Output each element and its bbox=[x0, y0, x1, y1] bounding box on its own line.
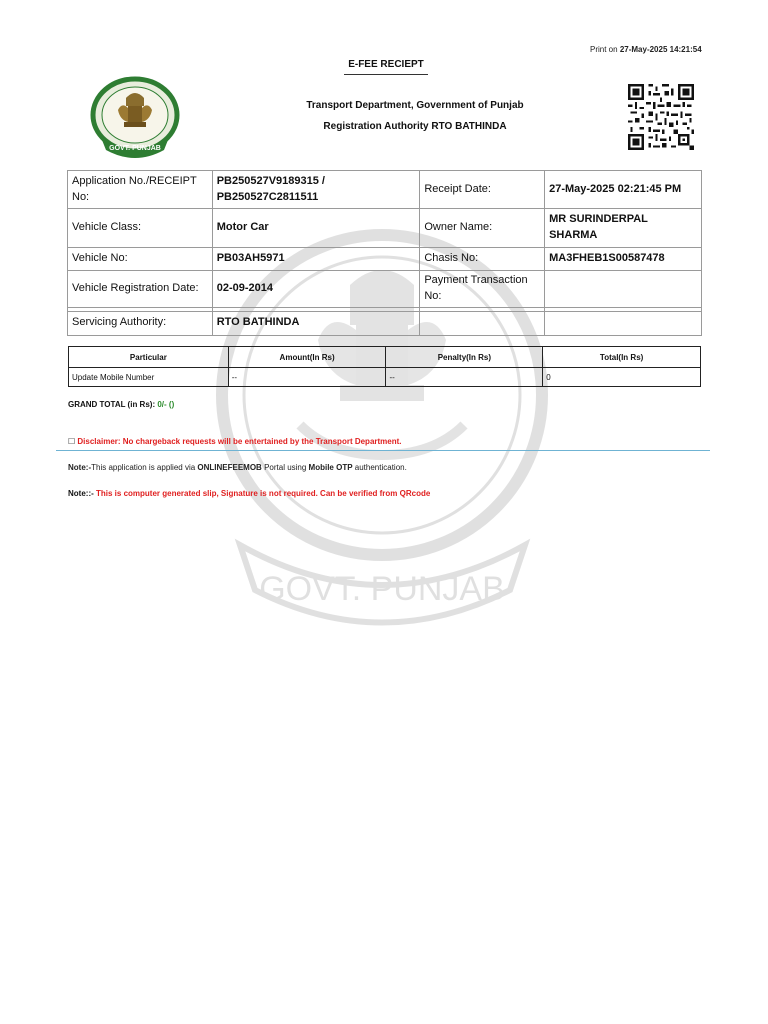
vehicle-no-value: PB03AH5971 bbox=[212, 248, 420, 271]
vehicle-class-value: Motor Car bbox=[212, 209, 420, 248]
info-row-servicing-authority bbox=[68, 311, 702, 335]
note1-pre: This application is applied via bbox=[91, 463, 198, 472]
punjab-emblem-logo bbox=[88, 76, 182, 158]
verification-qr-code[interactable] bbox=[627, 84, 695, 150]
fee-header-total: Total(In Rs) bbox=[543, 347, 701, 368]
fee-header-amount: Amount(In Rs) bbox=[228, 347, 386, 368]
note1-label: Note:- bbox=[68, 463, 92, 472]
note1-auth: Mobile OTP bbox=[308, 463, 353, 472]
info-row-application bbox=[68, 171, 702, 209]
payment-transaction-label: Payment Transaction No: bbox=[420, 271, 545, 308]
fee-row bbox=[69, 368, 701, 387]
vehicle-no-label: Vehicle No: bbox=[68, 248, 213, 271]
application-no-value bbox=[212, 171, 420, 209]
application-no-value-line2: PB250527C2811511 bbox=[216, 190, 319, 203]
note1-mid: Portal using bbox=[261, 463, 309, 472]
disclaimer-text: Disclaimer: No chargeback requests will be entertained by the Transport Department. bbox=[77, 437, 402, 446]
fee-particular: Update Mobile Number bbox=[69, 368, 229, 387]
disclaimer bbox=[68, 437, 402, 446]
payment-transaction-value bbox=[545, 271, 702, 308]
fee-amount: -- bbox=[228, 368, 386, 387]
servicing-empty-cell bbox=[420, 311, 545, 335]
print-timestamp-value: 27-May-2025 14:21:54 bbox=[619, 45, 702, 54]
emblem-ring-text: GOVT. PUNJAB bbox=[109, 145, 161, 152]
note2-text: This is computer generated slip, Signature is not required. Can be verified from QRcode bbox=[93, 489, 431, 498]
grand-total-value: 0/- () bbox=[157, 400, 175, 409]
registration-authority: Registration Authority RTO BATHINDA bbox=[323, 121, 507, 132]
checkbox-icon: ☐ bbox=[68, 437, 76, 446]
vehicle-class-label: Vehicle Class: bbox=[68, 209, 213, 248]
servicing-empty-cell bbox=[545, 311, 702, 335]
note1-post: authentication. bbox=[352, 463, 407, 472]
fee-header-particular: Particular bbox=[69, 347, 229, 368]
owner-name-label: Owner Name: bbox=[420, 209, 545, 248]
application-no-label: Application No./RECEIPT No: bbox=[68, 171, 213, 209]
chasis-no-label: Chasis No: bbox=[420, 248, 545, 271]
fee-header-row bbox=[69, 347, 701, 368]
fee-penalty: -- bbox=[386, 368, 543, 387]
servicing-authority-value: RTO BATHINDA bbox=[212, 311, 420, 335]
receipt-date-value: 27-May-2025 02:21:45 PM bbox=[545, 171, 702, 209]
registration-date-label: Vehicle Registration Date: bbox=[68, 271, 213, 308]
registration-date-value: 02-09-2014 bbox=[212, 271, 420, 308]
grand-total-label: GRAND TOTAL (in Rs): bbox=[68, 400, 156, 409]
fee-details-table bbox=[68, 346, 701, 387]
owner-name-value: MR SURINDERPAL SHARMA bbox=[545, 209, 702, 248]
fee-header-penalty: Penalty(In Rs) bbox=[386, 347, 543, 368]
document-title: E-FEE RECIEPT bbox=[344, 59, 428, 75]
fee-total: 0 bbox=[543, 368, 701, 387]
info-row-registration-date bbox=[68, 271, 702, 308]
info-row-vehicle-no bbox=[68, 248, 702, 271]
servicing-authority-label: Servicing Authority: bbox=[68, 311, 213, 335]
application-no-value-line1: PB250527V9189315 / bbox=[216, 174, 325, 187]
chasis-no-value: MA3FHEB1S00587478 bbox=[545, 248, 702, 271]
watermark-text: GOVT. PUNJAB bbox=[259, 570, 505, 608]
print-timestamp bbox=[590, 45, 702, 54]
note2-label: Note::- bbox=[68, 489, 94, 498]
application-info-table bbox=[67, 170, 702, 336]
signature-note bbox=[68, 489, 430, 498]
application-note bbox=[68, 463, 407, 472]
note1-portal: ONLINEFEEMOB bbox=[197, 463, 262, 472]
department-name: Transport Department, Government of Punjab bbox=[306, 100, 524, 111]
section-divider bbox=[56, 450, 710, 451]
info-row-vehicle-class bbox=[68, 209, 702, 248]
grand-total bbox=[68, 400, 174, 409]
receipt-date-label: Receipt Date: bbox=[420, 171, 545, 209]
print-timestamp-label: Print on bbox=[590, 45, 618, 54]
